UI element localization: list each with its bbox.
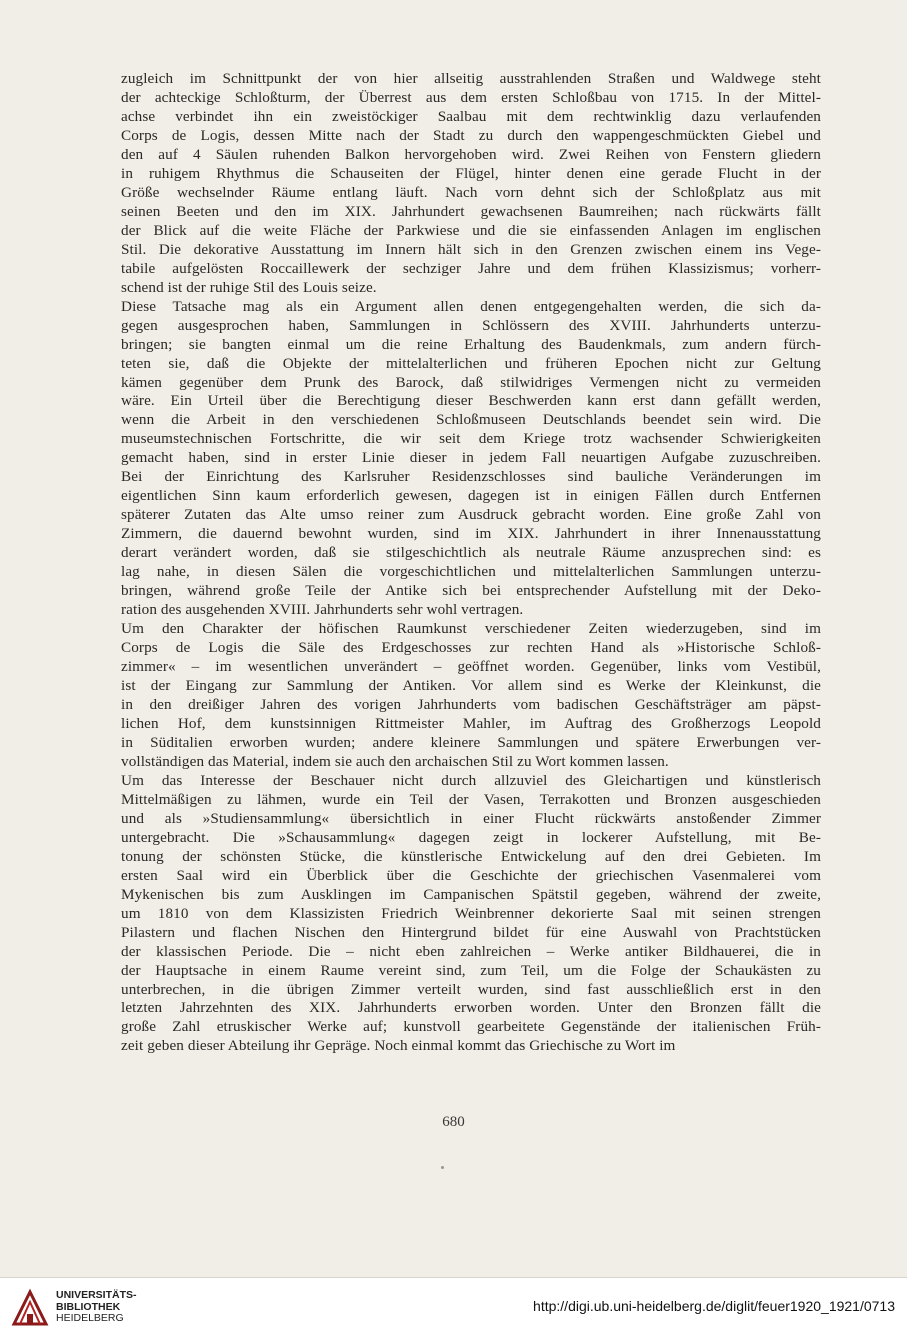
- text-line: derart verändert worden, daß sie stilgeschichtlich als neutrale Räume anzusprechen sind: es: [121, 544, 821, 562]
- text-line: Mittelmäßigen zu lähmen, wurde ein Teil der Vasen, Terrakotten und Bronzen ausgeschieden: [121, 790, 821, 808]
- text-line: teten sie, daß die Objekte der mittelalterlichen und früheren Epochen nicht zur Geltung: [121, 354, 821, 372]
- text-line: wenn die Arbeit in den verschiedenen Schloßmuseen Deutschlands beendet sein wird. Die: [121, 411, 821, 429]
- text-line: in den dreißiger Jahren des vorigen Jahrhunderts vom badischen Geschäftsträger am päpst-: [121, 695, 821, 713]
- text-line: gemacht haben, sind in erster Linie dieser in jedem Fall neuartigen Aufgabe zuzuschreiben.: [121, 449, 821, 467]
- text-line: Corps de Logis die Säle des Erdgeschosses zur rechten Hand als »Historische Schloß-: [121, 639, 821, 657]
- text-line: zeit geben dieser Abteilung ihr Gepräge. Noch einmal kommt das Griechische zu Wort im: [121, 1037, 676, 1055]
- text-line: lichen Hof, dem kunstsinnigen Rittmeister Mahler, im Auftrag des Großherzogs Leopold: [121, 714, 821, 732]
- scan-speck: [441, 1166, 444, 1169]
- library-line-3: HEIDELBERG: [56, 1312, 124, 1324]
- text-line: Diese Tatsache mag als ein Argument allen denen entgegengehalten werden, die sich da-: [121, 297, 821, 315]
- text-line: bringen, während große Teile der Antike sich bei entsprechender Aufstellung mit der Deko-: [121, 582, 821, 600]
- body-text: [121, 70, 821, 1056]
- text-line: untergebracht. Die »Schausammlung« dagegen zeigt in lockerer Aufstellung, mit Be-: [121, 828, 821, 846]
- text-line: Um das Interesse der Beschauer nicht durch allzuviel des Gleichartigen und künstlerisch: [121, 771, 821, 789]
- text-line: Um den Charakter der höfischen Raumkunst verschiedener Zeiten wiederzugeben, sind im: [121, 620, 821, 638]
- text-line: museumstechnischen Fortschritte, die wir seit dem Kriege trotz wachsender Schwierigkeiten: [121, 430, 821, 448]
- text-line: kämen gegenüber dem Prunk des Barock, daß stilwidriges Vermengen nicht zu vermeiden: [121, 373, 821, 391]
- text-line: seinen Beeten und den im XIX. Jahrhundert gewachsenen Baumreihen; nach rückwärts fällt: [121, 202, 821, 220]
- text-line: wäre. Ein Urteil über die Berechtigung dieser Beschwerden kann erst dann gefällt werden,: [121, 392, 821, 410]
- text-line: gegen ausgesprochen haben, Sammlungen in Schlössern des XVIII. Jahrhunderts unterzu-: [121, 316, 821, 334]
- text-line: lag nahe, in diesen Sälen die vorgeschichtlichen und mittelalterlichen Sammlungen unterzu-: [121, 563, 821, 581]
- text-line: ersten Saal wird ein Überblick über die Geschichte der griechischen Vasenmalerei vom: [121, 866, 821, 884]
- text-line: eigentlichen Sinn kaum erforderlich gewesen, dagegen ist in einigen Fällen durch Entfernen: [121, 487, 821, 505]
- text-line: bringen; sie bangten einmal um die reine Erhaltung des Baudenkmals, zum andern fürch-: [121, 335, 821, 353]
- text-line: letzten Jahrzehnten des XIX. Jahrhunderts erworben worden. Unter den Bronzen fällt die: [121, 999, 821, 1017]
- text-line: in ruhigem Rhythmus die Schauseiten der Flügel, hinter denen eine gerade Flucht in der: [121, 164, 821, 182]
- text-line: in Süditalien erworben wurden; andere kleinere Sammlungen und spätere Erwerbungen ver-: [121, 733, 821, 751]
- library-line-2: BIBLIOTHEK: [56, 1300, 121, 1313]
- text-line: schend ist der ruhige Stil des Louis seize.: [121, 278, 377, 296]
- text-line: vollständigen das Material, indem sie auch den archaischen Stil zu Wort kommen lassen.: [121, 752, 669, 770]
- text-line: der Blick auf die weite Fläche der Parkwiese und die sie einfassenden Anlagen im englischen: [121, 221, 821, 239]
- text-line: den auf 4 Säulen ruhenden Balkon hervorgehoben wird. Zwei Reihen von Fenstern gliedern: [121, 145, 821, 163]
- text-line: Pilastern und flachen Nischen den Hintergrund bildet für eine Auswahl von Prachtstücken: [121, 923, 821, 941]
- university-seal-icon: [10, 1288, 50, 1328]
- text-line: Mykenischen bis zum Ausklingen im Campanischen Spätstil gegeben, während der zweite,: [121, 885, 821, 903]
- text-line: ration des ausgehenden XVIII. Jahrhunderts sehr wohl vertragen.: [121, 601, 524, 619]
- text-line: ist der Eingang zur Sammlung der Antiken. Vor allem sind es Werke der Kleinkunst, die: [121, 677, 821, 694]
- text-line: der achteckige Schloßturm, der Überrest aus dem ersten Schloßbau von 1715. In der Mittel-: [121, 88, 821, 106]
- viewer-footer: [0, 1277, 907, 1338]
- text-line: Zimmern, die dauernd bewohnt wurden, sind im XIX. Jahrhundert in ihrer Innenausstattung: [121, 525, 821, 543]
- text-line: um 1810 von dem Klassizisten Friedrich Weinbrenner dekorierte Saal mit seinen strengen: [121, 904, 821, 922]
- text-line: späterer Zutaten das Alte umso reiner zum Ausdruck gebracht worden. Eine große Zahl von: [121, 506, 821, 524]
- text-line: Größe wechselnder Räume entlang läuft. Nach vorn dehnt sich der Schloßplatz aus mit: [121, 183, 821, 201]
- permalink[interactable]: http://digi.ub.uni-heidelberg.de/diglit/feuer1920_1921/0713: [533, 1298, 895, 1314]
- text-line: große Zahl etruskischer Werke auf; kunstvoll gearbeitete Gegenstände der italienischen Früh-: [121, 1018, 821, 1036]
- text-line: Stil. Die dekorative Ausstattung im Innern hält sich in den Grenzen zwischen einem ins Vege-: [121, 240, 821, 258]
- page-number: 680: [442, 1114, 465, 1130]
- text-line: Corps de Logis, dessen Mitte nach der Stadt zu durch den wappengeschmückten Giebel und: [121, 126, 821, 144]
- text-line: unterbrechen, in die übrigen Zimmer verteilt wurden, sind fast ausschließlich erst in den: [121, 980, 821, 998]
- text-line: der klassischen Periode. Die – nicht eben zahlreichen – Werke antiker Bildhauerei, die in: [121, 942, 821, 960]
- text-line: zimmer« – im wesentlichen unverändert – geöffnet worden. Gegenüber, links vom Vestibül,: [121, 658, 821, 676]
- text-line: tonung der schönsten Stücke, die künstlerische Entwickelung auf den drei Gebieten. Im: [121, 847, 821, 865]
- library-name: [56, 1290, 137, 1325]
- library-line-1: UNIVERSITÄTS-: [56, 1289, 137, 1301]
- text-line: der Hauptsache in einem Raume vereint sind, zum Teil, um die Folge der Schaukästen zu: [121, 961, 821, 979]
- text-line: achse verbindet ihn ein zweistöckiger Saalbau mit dem rechtwinklig dazu verlaufenden: [121, 107, 821, 125]
- text-line: tabile aufgelösten Roccaillewerk der sechziger Jahre und dem frühen Klassizismus; vorherr-: [121, 259, 821, 277]
- text-line: und als »Studiensammlung« übersichtlich in einer Flucht rückwärts anstoßender Zimmer: [121, 809, 821, 827]
- text-line: Bei der Einrichtung des Karlsruher Residenzschlosses sind bauliche Veränderungen im: [121, 468, 821, 486]
- text-line: zugleich im Schnittpunkt der von hier allseitig ausstrahlenden Straßen und Waldwege steht: [121, 70, 821, 87]
